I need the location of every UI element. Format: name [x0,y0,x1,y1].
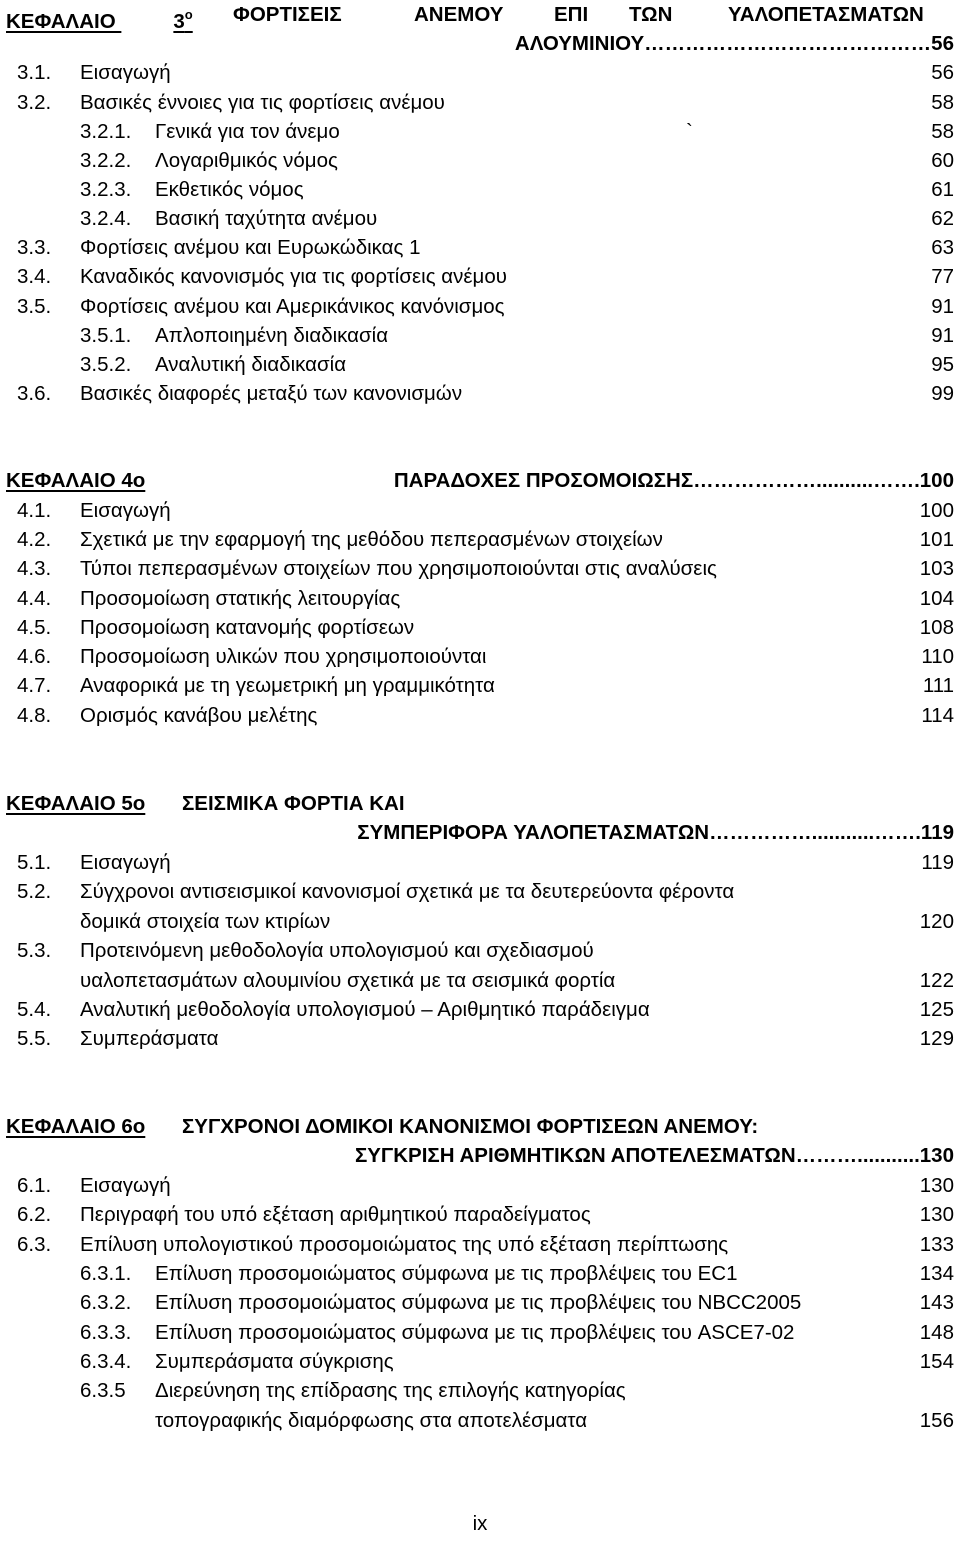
toc-entry [6,1290,954,1316]
entry-title: Εισαγωγή [80,1174,171,1197]
toc-entry [6,1173,954,1199]
stray-mark: ` [686,119,693,143]
toc-entry [6,498,954,524]
entry-page: 108 [919,615,954,639]
entry-page: 129 [919,1026,954,1050]
entry-number: 4.3. [17,557,52,580]
toc-entry [6,1349,954,1375]
toc-entry [6,177,954,203]
chapter-label: ΚΕΦΑΛΑΙΟ 4ο [6,469,146,492]
entry-number: 3.4. [17,265,52,288]
entry-title: Περιγραφή του υπό εξέταση αριθμητικού παραδείγματος [80,1203,591,1226]
entry-title: Διερεύνηση της επίδρασης της επιλογής κατηγορίας [155,1379,626,1402]
entry-number: 4.5. [17,615,52,639]
chapter-5-heading [6,791,954,817]
chapter-title-word: ΑΝΕΜΟΥ [414,3,504,26]
chapter-3-heading [6,2,954,33]
chapter-title-line: ΑΛΟΥΜΙΝΙΟΥ……………………………………56 [514,32,954,55]
toc-entry [6,556,954,582]
entry-title: Σχετικά με την εφαρμογή της μεθόδου πεπερασμένων στοιχείων [80,528,663,551]
entry-page: 58 [931,119,954,143]
entry-title: Συμπεράσματα σύγκρισης [155,1349,394,1373]
toc-entry [6,206,954,232]
entry-title: Βασική ταχύτητα ανέμου [155,206,378,230]
entry-page: 156 [919,1408,954,1432]
entry-title: Καναδικός κανονισμός για τις φορτίσεις ανέμου [80,265,507,288]
entry-title: Προσομοίωση στατικής λειτουργίας [80,586,401,610]
entry-page: 100 [919,498,954,522]
chapter-title: ΠΑΡΑΔΟΧΕΣ ΠΡΟΣΟΜΟΙΩΣΗΣ………………..........…….100 [393,469,954,492]
entry-number: 4.1. [17,498,52,522]
chapter-4-heading [6,468,954,494]
entry-page: 154 [919,1349,954,1373]
entry-page: 119 [921,851,954,874]
entry-number: 4.7. [17,674,52,697]
entry-number: 3.6. [17,382,52,405]
toc-entry [6,148,954,174]
entry-title-continued: τοπογραφικής διαμόρφωσης στα αποτελέσματα [155,1408,588,1432]
entry-title: Αναφορικά με τη γεωμετρική μη γραμμικότητα [80,674,495,697]
chapter-6-heading-continued [6,1143,954,1169]
entry-title: Αναλυτική διαδικασία [155,353,347,376]
chapter-title-word: ΦΟΡΤΙΣΕΙΣ [233,3,342,26]
entry-title: Εισαγωγή [80,61,171,84]
entry-title: Φορτίσεις ανέμου και Ευρωκώδικας 1 [80,236,421,259]
toc-entry [6,119,954,145]
entry-number: 3.2.3. [80,177,132,201]
toc-entry [6,294,954,320]
toc-entry [6,1261,954,1287]
entry-title: Προτεινόμενη μεθοδολογία υπολογισμού και σχεδιασμού [80,939,594,962]
entry-page: 133 [919,1232,954,1256]
entry-page: 60 [931,148,954,172]
entry-page: 104 [919,586,954,610]
entry-page: 95 [931,353,954,376]
chapter-title-line: ΣΥΜΠΕΡΙΦΟΡΑ ΥΑΛΟΠΕΤΑΣΜΑΤΩΝ……………...........…….119 [357,821,954,844]
chapter-5-heading-continued [6,820,954,846]
entry-number: 4.2. [17,528,52,551]
entry-number: 5.5. [17,1026,52,1050]
entry-title: Επίλυση προσομοιώματος σύμφωνα με τις προβλέψεις του NBCC2005 [155,1291,802,1314]
chapter-title: ΣΥΓΧΡΟΝΟΙ ΔΟΜΙΚΟΙ ΚΑΝΟΝΙΣΜΟΙ ΦΟΡΤΙΣΕΩΝ ΑΝΕΜΟΥ: [182,1115,759,1138]
entry-number: 3.5.1. [80,323,132,347]
toc-entry [6,527,954,553]
toc-entry-continued [6,909,954,935]
toc-entry [6,352,954,378]
entry-page: 56 [931,61,954,84]
toc-entry [6,1378,954,1404]
entry-page: 120 [919,909,954,933]
toc-entry [6,90,954,116]
toc-entry [6,615,954,641]
chapter-6-heading [6,1114,954,1140]
entry-title: Εκθετικός νόμος [155,177,304,201]
entry-page: 101 [919,528,954,551]
entry-title: Εισαγωγή [80,498,171,522]
entry-title: Αναλυτική μεθοδολογία υπολογισμού – Αριθμητικό παράδειγμα [80,997,650,1021]
entry-page: 62 [931,206,954,230]
page-footer-number: ix [472,1512,488,1535]
toc-entry [6,673,954,699]
entry-number: 3.5.2. [80,353,132,376]
entry-number: 6.3.2. [80,1291,132,1314]
entry-title: Γενικά για τον άνεμο [155,119,340,143]
toc-entry [6,60,954,86]
entry-number: 3.3. [17,236,52,259]
entry-number: 5.2. [17,880,52,903]
entry-number: 3.2.4. [80,206,132,230]
chapter-title-word: ΤΩΝ [629,3,673,26]
entry-title: Απλοποιημένη διαδικασία [155,323,389,347]
entry-page: 130 [919,1203,954,1226]
entry-number: 6.3.5 [80,1379,126,1402]
toc-entry [6,879,954,905]
entry-page: 110 [921,645,954,668]
entry-page: 148 [919,1320,954,1344]
entry-number: 6.1. [17,1174,52,1197]
toc-entry [6,1026,954,1052]
entry-title: Φορτίσεις ανέμου και Αμερικάνικος κανόνισμος [80,294,505,318]
entry-title-continued: υαλοπετασμάτων αλουμινίου σχετικά με τα σεισμικά φορτία [80,968,616,992]
entry-number: 3.2.1. [80,119,132,143]
toc-entry [6,264,954,290]
entry-number: 6.3.4. [80,1349,132,1373]
toc-entry [6,586,954,612]
entry-title-continued: δομικά στοιχεία των κτιρίων [80,909,331,933]
toc-entry-continued [6,968,954,994]
entry-title: Εισαγωγή [80,851,171,874]
toc-entry [6,1202,954,1228]
entry-page: 58 [931,90,954,114]
toc-entry [6,1320,954,1346]
entry-number: 5.4. [17,997,52,1021]
entry-page: 134 [919,1262,954,1285]
entry-number: 3.2. [17,90,52,114]
entry-number: 3.2.2. [80,148,132,172]
toc-entry [6,997,954,1023]
chapter-label: ΚΕΦΑΛΑΙΟ 6ο [6,1115,146,1138]
entry-number: 6.2. [17,1203,52,1226]
chapter-title-word: ΥΑΛΟΠΕΤΑΣΜΑΤΩΝ [728,3,924,26]
chapter-title-word: ΕΠΙ [554,3,589,26]
toc-entry [6,323,954,349]
entry-title: Βασικές διαφορές μεταξύ των κανονισμών [80,382,463,405]
entry-number: 3.5. [17,294,52,318]
entry-number: 6.3. [17,1232,52,1256]
toc-entry [6,381,954,407]
entry-number: 6.3.3. [80,1320,132,1344]
entry-number: 3.1. [17,61,52,84]
chapter-title-line: ΣΥΓΚΡΙΣΗ ΑΡΙΘΜΗΤΙΚΩΝ ΑΠΟΤΕΛΕΣΜΑΤΩΝ………...........130 [354,1144,954,1167]
entry-page: 114 [921,703,954,727]
entry-page: 77 [931,265,954,288]
chapter-label: ΚΕΦΑΛΑΙΟ $3^o$ [6,7,193,33]
entry-title: Επίλυση προσομοιώματος σύμφωνα με τις προβλέψεις του ASCE7-02 [155,1320,795,1344]
entry-title: Προσομοίωση υλικών που χρησιμοποιούνται [80,645,487,668]
entry-title: Σύγχρονοι αντισεισμικοί κανονισμοί σχετικά με τα δευτερεύοντα φέροντα [80,880,735,903]
entry-number: 4.6. [17,645,52,668]
entry-title: Βασικές έννοιες για τις φορτίσεις ανέμου [80,90,445,114]
toc-entry-continued [6,1408,954,1434]
entry-title: Επίλυση υπολογιστικού προσομοιώματος της υπό εξέταση περίπτωσης [80,1232,729,1256]
entry-page: 122 [919,968,954,992]
toc-entry [6,703,954,729]
chapter-3-heading-continued [6,31,954,57]
entry-page: 61 [931,177,954,201]
entry-number: 6.3.1. [80,1262,132,1285]
entry-title: Συμπεράσματα [80,1026,219,1050]
toc-entry [6,938,954,964]
entry-page: 103 [919,557,954,580]
entry-number: 4.8. [17,703,52,727]
entry-page: 125 [919,997,954,1021]
entry-page: 91 [931,294,954,318]
entry-title: Ορισμός κανάβου μελέτης [80,703,318,727]
entry-number: 5.3. [17,939,52,962]
entry-title: Προσομοίωση κατανομής φορτίσεων [80,615,415,639]
toc-entry [6,644,954,670]
entry-title: Λογαριθμικός νόμος [155,148,338,172]
entry-number: 5.1. [17,851,52,874]
entry-title: Επίλυση προσομοιώματος σύμφωνα με τις προβλέψεις του EC1 [155,1262,738,1285]
entry-page: 91 [931,323,954,347]
chapter-title: ΣΕΙΣΜΙΚΑ ΦΟΡΤΙΑ ΚΑΙ [182,792,405,815]
entry-page: 130 [919,1174,954,1197]
chapter-label: ΚΕΦΑΛΑΙΟ 5ο [6,792,146,815]
entry-page: 99 [931,382,954,405]
toc-entry [6,1232,954,1258]
entry-page: 63 [931,236,954,259]
toc-entry [6,235,954,261]
entry-page: 143 [919,1291,954,1314]
entry-number: 4.4. [17,586,52,610]
entry-title: Τύποι πεπερασμένων στοιχείων που χρησιμοποιούνται στις αναλύσεις [80,557,717,580]
entry-page: 111 [922,674,954,697]
toc-entry [6,850,954,876]
